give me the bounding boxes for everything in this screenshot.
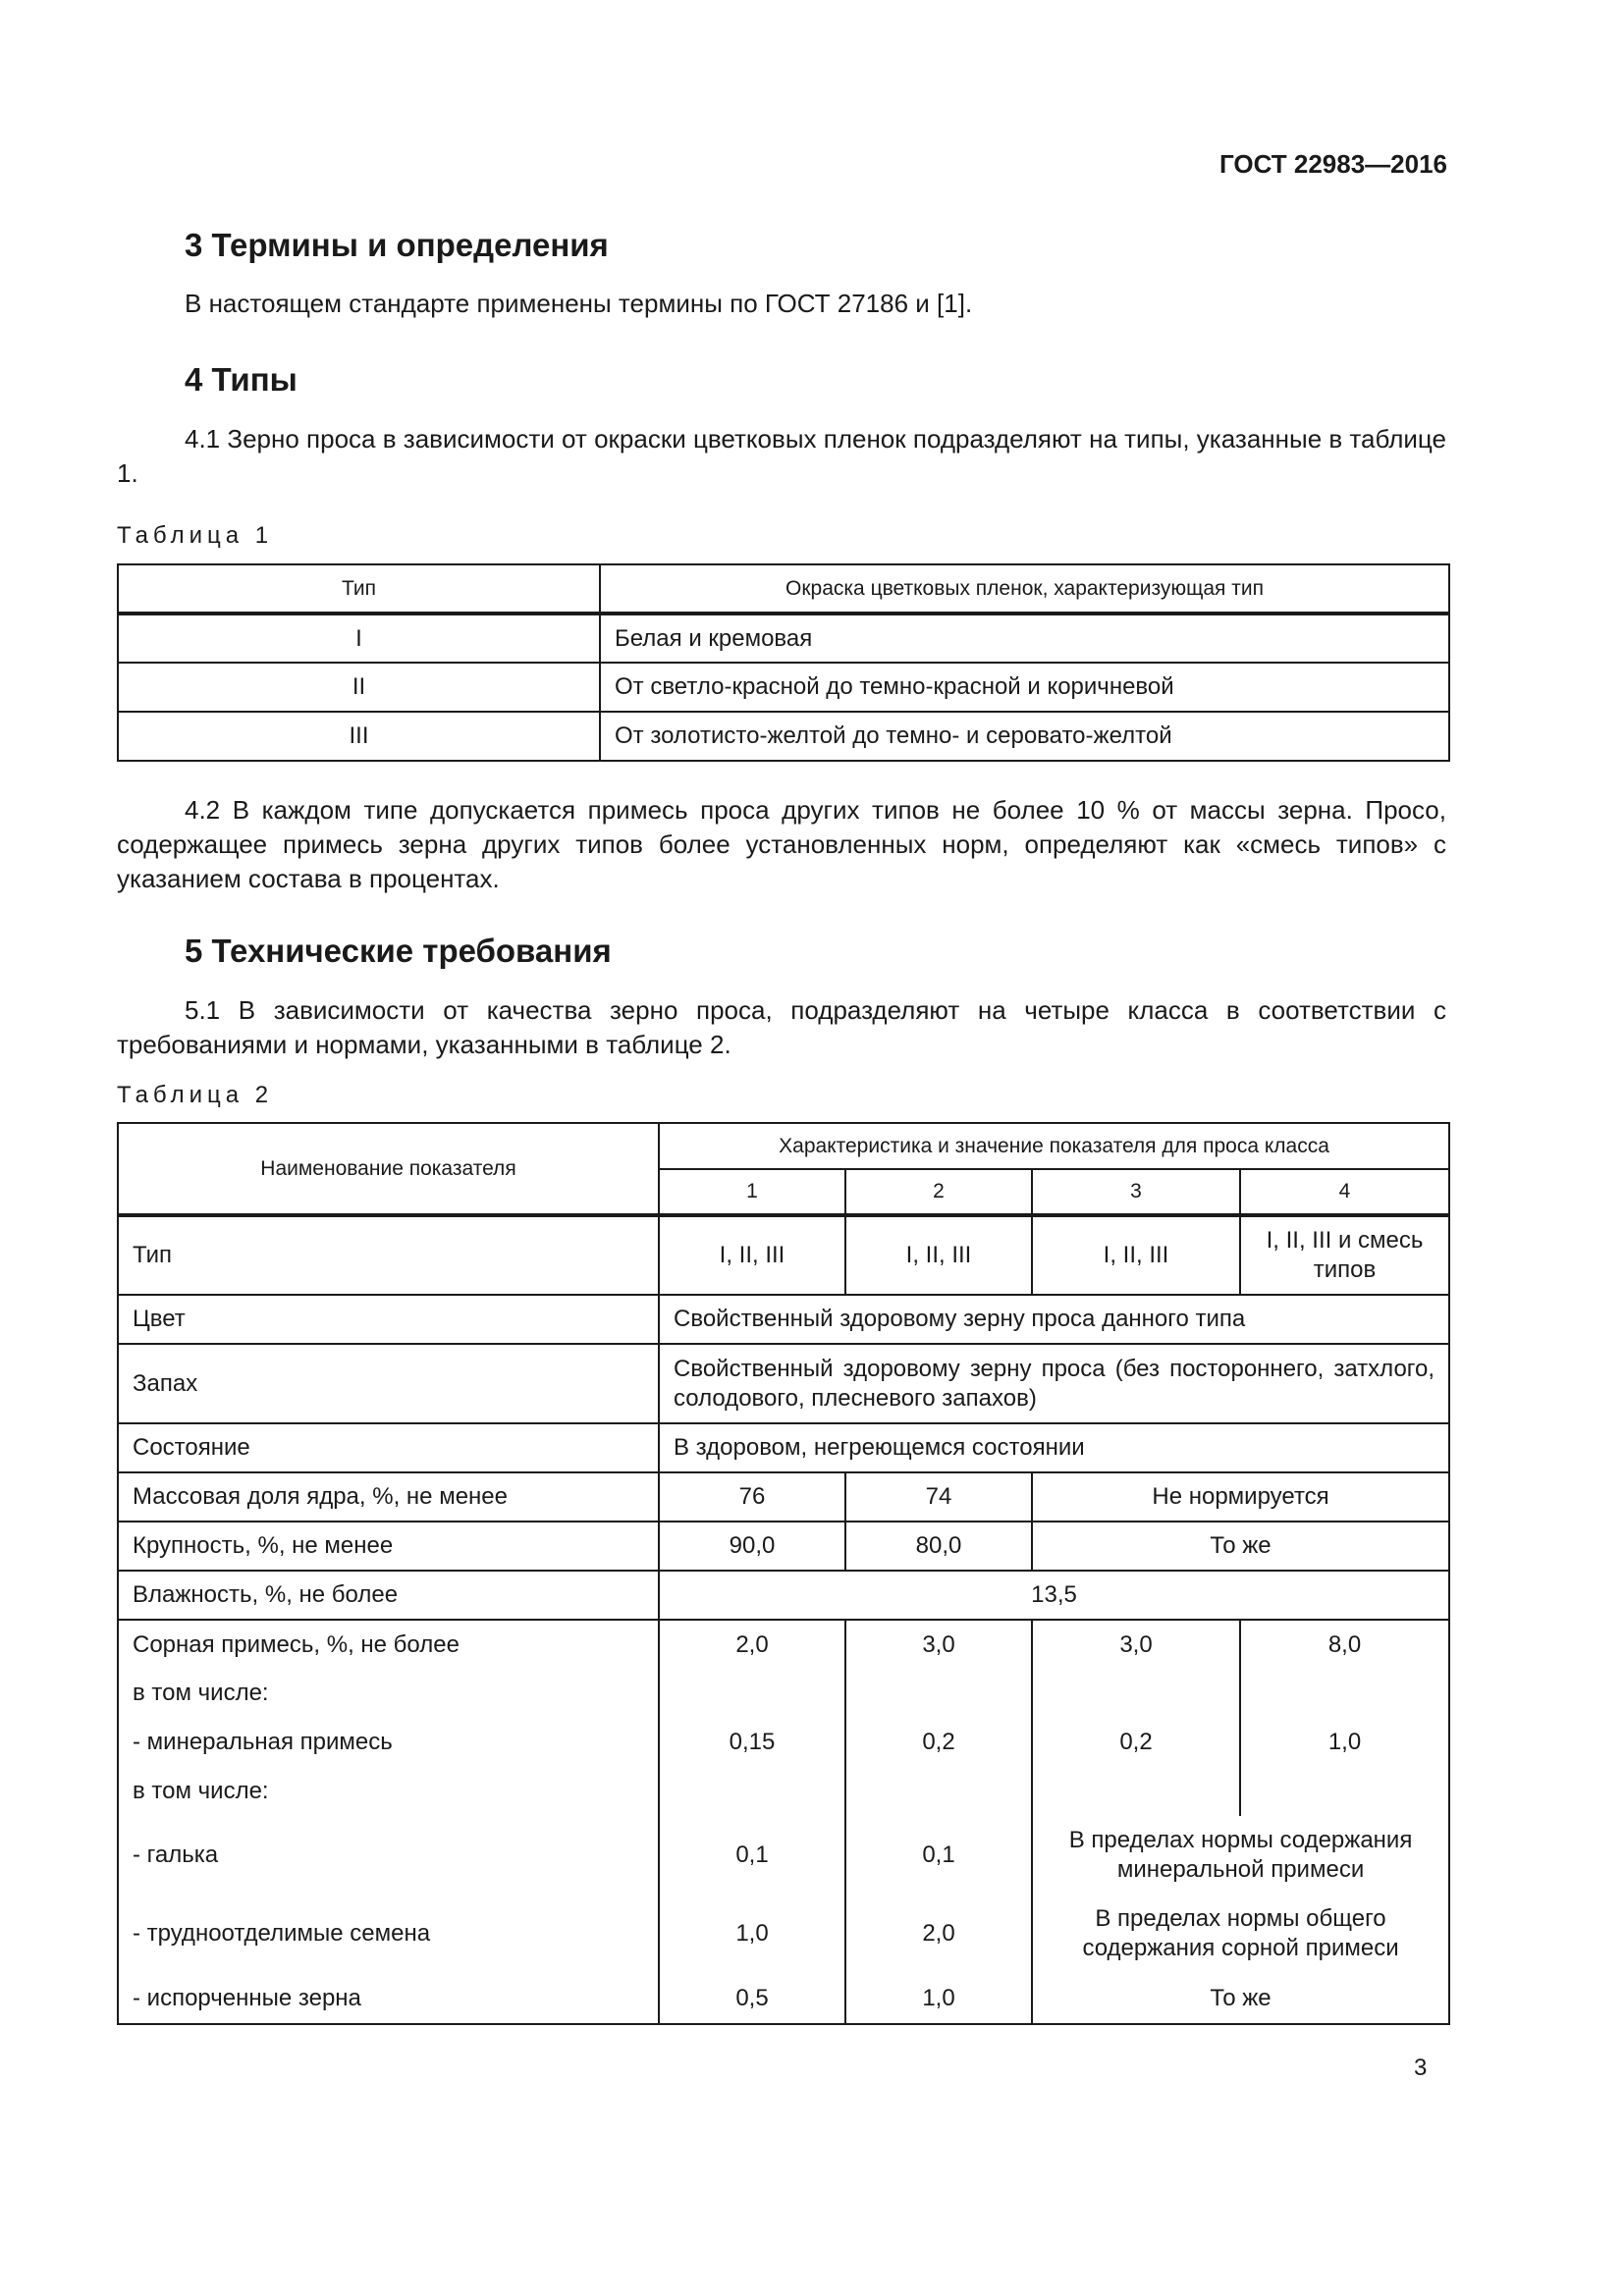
table-cell: 76 — [659, 1472, 845, 1522]
table-row — [118, 1767, 1449, 1816]
table-1-caption: Таблица 1 — [117, 522, 274, 549]
section-5-title: 5 Технические требования — [185, 933, 612, 969]
table-2-caption: Таблица 2 — [117, 1082, 274, 1108]
class-4-header: 4 — [1240, 1169, 1449, 1215]
table-cell: 80,0 — [845, 1522, 1032, 1571]
table-row — [118, 614, 1449, 663]
section-4-title: 4 Типы — [185, 361, 298, 398]
table-cell: 8,0 — [1240, 1620, 1449, 1669]
table-1-header-type: Тип — [118, 564, 600, 614]
table-cell: То же — [1032, 1522, 1449, 1571]
row-label: Цвет — [118, 1295, 659, 1344]
table-row — [118, 564, 1449, 614]
table-cell: 0,5 — [659, 1973, 845, 2024]
table-1 — [117, 563, 1450, 762]
table-cell: I, II, III — [845, 1215, 1032, 1295]
table-cell: I — [118, 614, 600, 663]
table-row — [118, 1215, 1449, 1295]
table-cell: I, II, III и смесь типов — [1240, 1215, 1449, 1295]
row-label: в том числе: — [118, 1669, 659, 1718]
table-cell: 0,2 — [845, 1718, 1032, 1767]
table-cell: 13,5 — [659, 1571, 1449, 1620]
table-row — [118, 1571, 1449, 1620]
paragraph-5-1: 5.1 В зависимости от качества зерно проса, подразделяют на четыре класса в соответствии с требованиями и нормами, указанными в таблице 2. — [117, 995, 1446, 1059]
table-row — [118, 1472, 1449, 1522]
table-cell: I, II, III — [1032, 1215, 1240, 1295]
table-cell: III — [118, 712, 600, 761]
table-cell: 0,1 — [845, 1816, 1032, 1895]
table-cell: 0,1 — [659, 1816, 845, 1895]
table-cell: II — [118, 663, 600, 712]
table-1-header-color: Окраска цветковых пленок, характеризующая тип — [600, 564, 1449, 614]
row-label: - галька — [118, 1816, 659, 1895]
table-2-header-name: Наименование показателя — [118, 1123, 659, 1215]
table-cell: 1,0 — [659, 1895, 845, 1973]
table-cell: 2,0 — [659, 1620, 845, 1669]
paragraph-4-2: 4.2 В каждом типе допускается примесь проса других типов не более 10 % от массы зерна. Просо, содержащее примесь зерна других типов более установленных норм, определяют как «смесь типов» с указанием состава в процентах. — [117, 795, 1446, 893]
standard-number: ГОСТ 22983—2016 — [1219, 149, 1447, 179]
table-cell: 0,2 — [1032, 1718, 1240, 1767]
table-row — [118, 1423, 1449, 1472]
table-cell: То же — [1032, 1973, 1449, 2024]
table-cell: Свойственный здоровому зерну проса данного типа — [659, 1295, 1449, 1344]
table-row — [118, 1816, 1449, 1895]
row-label: - трудноотделимые семена — [118, 1895, 659, 1973]
table-cell: I, II, III — [659, 1215, 845, 1295]
table-row — [118, 663, 1449, 712]
table-row — [118, 1620, 1449, 1669]
table-row — [118, 1669, 1449, 1718]
table-row — [118, 1522, 1449, 1571]
table-cell: 0,15 — [659, 1718, 845, 1767]
row-label: - минеральная примесь — [118, 1718, 659, 1767]
table-2-header-group: Характеристика и значение показателя для проса класса — [659, 1123, 1449, 1169]
row-label: в том числе: — [118, 1767, 659, 1816]
table-cell: 90,0 — [659, 1522, 845, 1571]
class-1-header: 1 — [659, 1169, 845, 1215]
table-cell: 74 — [845, 1472, 1032, 1522]
table-row — [118, 1718, 1449, 1767]
table-cell: В здоровом, негреющемся состоянии — [659, 1423, 1449, 1472]
table-row — [118, 1344, 1449, 1423]
table-row — [118, 1123, 1449, 1169]
page-number: 3 — [1414, 2055, 1428, 2081]
table-cell: 1,0 — [1240, 1718, 1449, 1767]
paragraph-4-1: 4.1 Зерно проса в зависимости от окраски цветковых пленок подразделяют на типы, указанные в таблице 1. — [117, 424, 1446, 488]
table-cell: 3,0 — [1032, 1620, 1240, 1669]
row-label: - испорченные зерна — [118, 1973, 659, 2024]
table-2 — [117, 1122, 1450, 2025]
table-cell: Свойственный здоровому зерну проса (без постороннего, затхлого, солодового, плесневого запахов) — [659, 1344, 1449, 1423]
table-cell: 3,0 — [845, 1620, 1032, 1669]
row-label: Запах — [118, 1344, 659, 1423]
row-label: Влажность, %, не более — [118, 1571, 659, 1620]
row-label: Тип — [118, 1215, 659, 1295]
table-cell: Белая и кремовая — [600, 614, 1449, 663]
class-3-header: 3 — [1032, 1169, 1240, 1215]
section-3-text: В настоящем стандарте применены термины по ГОСТ 27186 и [1]. — [185, 289, 973, 318]
table-cell: Не нормируется — [1032, 1472, 1449, 1522]
table-row — [118, 712, 1449, 761]
table-row — [118, 1895, 1449, 1973]
row-label: Крупность, %, не менее — [118, 1522, 659, 1571]
section-3-title: 3 Термины и определения — [185, 227, 609, 263]
row-label: Массовая доля ядра, %, не менее — [118, 1472, 659, 1522]
table-cell: В пределах нормы содержания минеральной примеси — [1032, 1816, 1449, 1895]
table-row — [118, 1973, 1449, 2024]
class-2-header: 2 — [845, 1169, 1032, 1215]
table-cell: 1,0 — [845, 1973, 1032, 2024]
row-label: Сорная примесь, %, не более — [118, 1620, 659, 1669]
table-cell: От светло-красной до темно-красной и коричневой — [600, 663, 1449, 712]
table-cell: 2,0 — [845, 1895, 1032, 1973]
table-cell: От золотисто-желтой до темно- и серовато-желтой — [600, 712, 1449, 761]
table-row — [118, 1295, 1449, 1344]
row-label: Состояние — [118, 1423, 659, 1472]
table-cell: В пределах нормы общего содержания сорной примеси — [1032, 1895, 1449, 1973]
